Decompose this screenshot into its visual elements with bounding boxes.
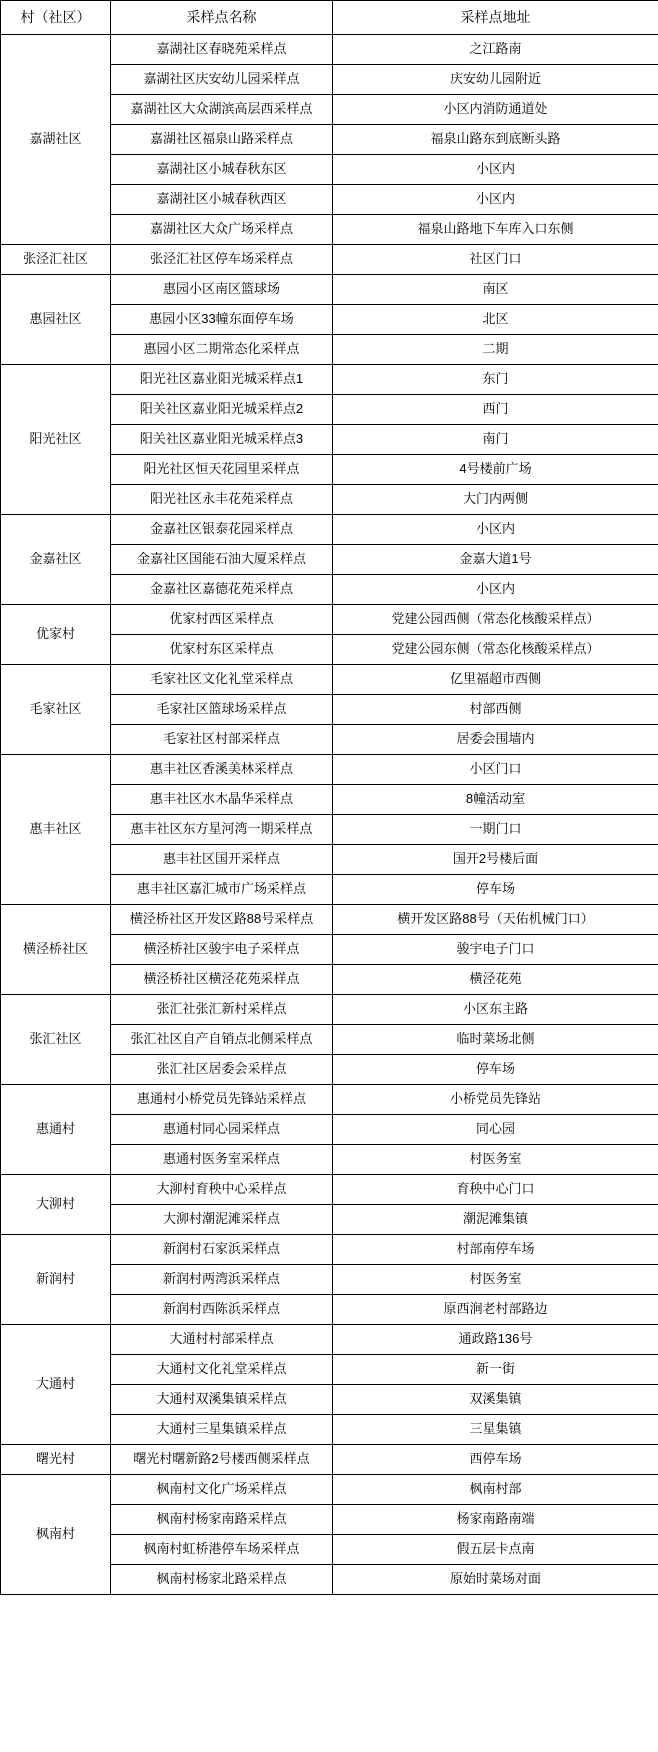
site-name-cell: 大通村村部采样点 xyxy=(111,1325,333,1355)
site-name-cell: 惠通村同心园采样点 xyxy=(111,1115,333,1145)
site-name-cell: 嘉湖社区春晓苑采样点 xyxy=(111,35,333,65)
site-address-cell: 停车场 xyxy=(333,875,658,905)
site-name-cell: 新润村西陈浜采样点 xyxy=(111,1295,333,1325)
village-cell: 嘉湖社区 xyxy=(1,35,111,245)
site-address-cell: 社区门口 xyxy=(333,245,658,275)
site-name-cell: 张汇社区居委会采样点 xyxy=(111,1055,333,1085)
site-address-cell: 骏宇电子门口 xyxy=(333,935,658,965)
village-cell: 张汇社区 xyxy=(1,995,111,1085)
site-name-cell: 惠园小区二期常态化采样点 xyxy=(111,335,333,365)
site-name-cell: 阳关社区嘉业阳光城采样点2 xyxy=(111,395,333,425)
village-cell: 曙光村 xyxy=(1,1445,111,1475)
village-cell: 惠园社区 xyxy=(1,275,111,365)
site-name-cell: 毛家社区村部采样点 xyxy=(111,725,333,755)
table-row xyxy=(1,1085,658,1115)
site-address-cell: 南区 xyxy=(333,275,658,305)
village-cell: 新润村 xyxy=(1,1235,111,1325)
column-header-site-name: 采样点名称 xyxy=(111,1,333,35)
site-address-cell: 之江路南 xyxy=(333,35,658,65)
site-name-cell: 曙光村曙新路2号楼西侧采样点 xyxy=(111,1445,333,1475)
site-address-cell: 小区门口 xyxy=(333,755,658,785)
site-address-cell: 杨家南路南端 xyxy=(333,1505,658,1535)
site-address-cell: 新一街 xyxy=(333,1355,658,1385)
site-address-cell: 福泉山路东到底断头路 xyxy=(333,125,658,155)
table-row xyxy=(1,665,658,695)
site-name-cell: 大泖村育秧中心采样点 xyxy=(111,1175,333,1205)
site-name-cell: 惠通村医务室采样点 xyxy=(111,1145,333,1175)
site-name-cell: 嘉湖社区小城春秋西区 xyxy=(111,185,333,215)
site-address-cell: 庆安幼儿园附近 xyxy=(333,65,658,95)
site-name-cell: 金嘉社区嘉德花苑采样点 xyxy=(111,575,333,605)
site-address-cell: 村医务室 xyxy=(333,1145,658,1175)
site-address-cell: 小区内 xyxy=(333,185,658,215)
table-header-row xyxy=(1,1,658,35)
site-name-cell: 枫南村文化广场采样点 xyxy=(111,1475,333,1505)
table-body xyxy=(1,35,658,1595)
site-name-cell: 阳光社区恒天花园里采样点 xyxy=(111,455,333,485)
site-address-cell: 三星集镇 xyxy=(333,1415,658,1445)
site-address-cell: 二期 xyxy=(333,335,658,365)
site-address-cell: 小区东主路 xyxy=(333,995,658,1025)
site-address-cell: 党建公园东侧（常态化核酸采样点） xyxy=(333,635,658,665)
site-address-cell: 党建公园西侧（常态化核酸采样点） xyxy=(333,605,658,635)
table-row xyxy=(1,755,658,785)
village-cell: 张泾汇社区 xyxy=(1,245,111,275)
site-name-cell: 嘉湖社区大众湖滨高层西采样点 xyxy=(111,95,333,125)
site-name-cell: 大泖村潮泥滩采样点 xyxy=(111,1205,333,1235)
site-address-cell: 横开发区路88号（天佑机械门口） xyxy=(333,905,658,935)
village-cell: 惠丰社区 xyxy=(1,755,111,905)
column-header-village: 村（社区） xyxy=(1,1,111,35)
site-name-cell: 阳光社区嘉业阳光城采样点1 xyxy=(111,365,333,395)
village-cell: 毛家社区 xyxy=(1,665,111,755)
site-address-cell: 西停车场 xyxy=(333,1445,658,1475)
site-address-cell: 国开2号楼后面 xyxy=(333,845,658,875)
site-name-cell: 横泾桥社区骏宇电子采样点 xyxy=(111,935,333,965)
site-name-cell: 惠丰社区东方星河湾一期采样点 xyxy=(111,815,333,845)
site-address-cell: 同心园 xyxy=(333,1115,658,1145)
village-cell: 金嘉社区 xyxy=(1,515,111,605)
table-row xyxy=(1,365,658,395)
site-address-cell: 村部南停车场 xyxy=(333,1235,658,1265)
site-name-cell: 惠通村小桥党员先锋站采样点 xyxy=(111,1085,333,1115)
site-address-cell: 横泾花苑 xyxy=(333,965,658,995)
site-name-cell: 张汇社区自产自销点北侧采样点 xyxy=(111,1025,333,1055)
site-address-cell: 亿里福超市西侧 xyxy=(333,665,658,695)
site-name-cell: 大通村双溪集镇采样点 xyxy=(111,1385,333,1415)
table-row xyxy=(1,1475,658,1505)
site-name-cell: 新润村两湾浜采样点 xyxy=(111,1265,333,1295)
site-address-cell: 原始时菜场对面 xyxy=(333,1565,658,1595)
site-address-cell: 潮泥滩集镇 xyxy=(333,1205,658,1235)
site-address-cell: 原西涧老村部路边 xyxy=(333,1295,658,1325)
site-name-cell: 惠丰社区水木晶华采样点 xyxy=(111,785,333,815)
site-name-cell: 优家村东区采样点 xyxy=(111,635,333,665)
site-address-cell: 金嘉大道1号 xyxy=(333,545,658,575)
site-name-cell: 阳光社区永丰花苑采样点 xyxy=(111,485,333,515)
table-row xyxy=(1,1325,658,1355)
site-name-cell: 大通村文化礼堂采样点 xyxy=(111,1355,333,1385)
table-row xyxy=(1,1445,658,1475)
site-address-cell: 小区内消防通道处 xyxy=(333,95,658,125)
column-header-site-address: 采样点地址 xyxy=(333,1,658,35)
site-address-cell: 福泉山路地下车库入口东侧 xyxy=(333,215,658,245)
site-address-cell: 临时菜场北侧 xyxy=(333,1025,658,1055)
table-row xyxy=(1,1235,658,1265)
site-address-cell: 小区内 xyxy=(333,155,658,185)
table-row xyxy=(1,905,658,935)
table-row xyxy=(1,275,658,305)
site-name-cell: 嘉湖社区小城春秋东区 xyxy=(111,155,333,185)
site-address-cell: 大门内两侧 xyxy=(333,485,658,515)
table-header xyxy=(1,1,658,35)
site-address-cell: 停车场 xyxy=(333,1055,658,1085)
site-name-cell: 惠丰社区嘉汇城市广场采样点 xyxy=(111,875,333,905)
site-address-cell: 8幢活动室 xyxy=(333,785,658,815)
site-name-cell: 嘉湖社区庆安幼儿园采样点 xyxy=(111,65,333,95)
site-address-cell: 南门 xyxy=(333,425,658,455)
site-name-cell: 金嘉社区银泰花园采样点 xyxy=(111,515,333,545)
village-cell: 优家村 xyxy=(1,605,111,665)
site-name-cell: 张泾汇社区停车场采样点 xyxy=(111,245,333,275)
site-name-cell: 嘉湖社区福泉山路采样点 xyxy=(111,125,333,155)
table-row xyxy=(1,995,658,1025)
site-address-cell: 小桥党员先锋站 xyxy=(333,1085,658,1115)
site-name-cell: 大通村三星集镇采样点 xyxy=(111,1415,333,1445)
site-name-cell: 惠丰社区国开采样点 xyxy=(111,845,333,875)
village-cell: 横泾桥社区 xyxy=(1,905,111,995)
site-address-cell: 通政路136号 xyxy=(333,1325,658,1355)
site-address-cell: 假五层卡点南 xyxy=(333,1535,658,1565)
site-address-cell: 育秧中心门口 xyxy=(333,1175,658,1205)
site-name-cell: 毛家社区文化礼堂采样点 xyxy=(111,665,333,695)
village-cell: 阳光社区 xyxy=(1,365,111,515)
table-row xyxy=(1,245,658,275)
table-row xyxy=(1,1175,658,1205)
village-cell: 大泖村 xyxy=(1,1175,111,1235)
site-address-cell: 小区内 xyxy=(333,575,658,605)
village-cell: 惠通村 xyxy=(1,1085,111,1175)
table-row xyxy=(1,605,658,635)
site-address-cell: 小区内 xyxy=(333,515,658,545)
site-address-cell: 一期门口 xyxy=(333,815,658,845)
village-cell: 枫南村 xyxy=(1,1475,111,1595)
site-name-cell: 张汇社张汇新村采样点 xyxy=(111,995,333,1025)
site-name-cell: 枫南村虹桥港停车场采样点 xyxy=(111,1535,333,1565)
site-name-cell: 横泾桥社区横泾花苑采样点 xyxy=(111,965,333,995)
table-row xyxy=(1,35,658,65)
site-name-cell: 优家村西区采样点 xyxy=(111,605,333,635)
site-name-cell: 惠丰社区香溪美林采样点 xyxy=(111,755,333,785)
site-name-cell: 惠园小区33幢东面停车场 xyxy=(111,305,333,335)
site-name-cell: 枫南村杨家南路采样点 xyxy=(111,1505,333,1535)
site-address-cell: 双溪集镇 xyxy=(333,1385,658,1415)
site-name-cell: 新润村石家浜采样点 xyxy=(111,1235,333,1265)
site-name-cell: 毛家社区篮球场采样点 xyxy=(111,695,333,725)
site-address-cell: 4号楼前广场 xyxy=(333,455,658,485)
site-name-cell: 横泾桥社区开发区路88号采样点 xyxy=(111,905,333,935)
site-name-cell: 嘉湖社区大众广场采样点 xyxy=(111,215,333,245)
site-name-cell: 金嘉社区国能石油大厦采样点 xyxy=(111,545,333,575)
site-name-cell: 惠园小区南区篮球场 xyxy=(111,275,333,305)
site-address-cell: 西门 xyxy=(333,395,658,425)
site-name-cell: 枫南村杨家北路采样点 xyxy=(111,1565,333,1595)
site-address-cell: 村部西侧 xyxy=(333,695,658,725)
site-address-cell: 北区 xyxy=(333,305,658,335)
table-row xyxy=(1,515,658,545)
site-address-cell: 东门 xyxy=(333,365,658,395)
site-address-cell: 村医务室 xyxy=(333,1265,658,1295)
site-address-cell: 居委会围墙内 xyxy=(333,725,658,755)
village-cell: 大通村 xyxy=(1,1325,111,1445)
site-address-cell: 枫南村部 xyxy=(333,1475,658,1505)
site-name-cell: 阳关社区嘉业阳光城采样点3 xyxy=(111,425,333,455)
